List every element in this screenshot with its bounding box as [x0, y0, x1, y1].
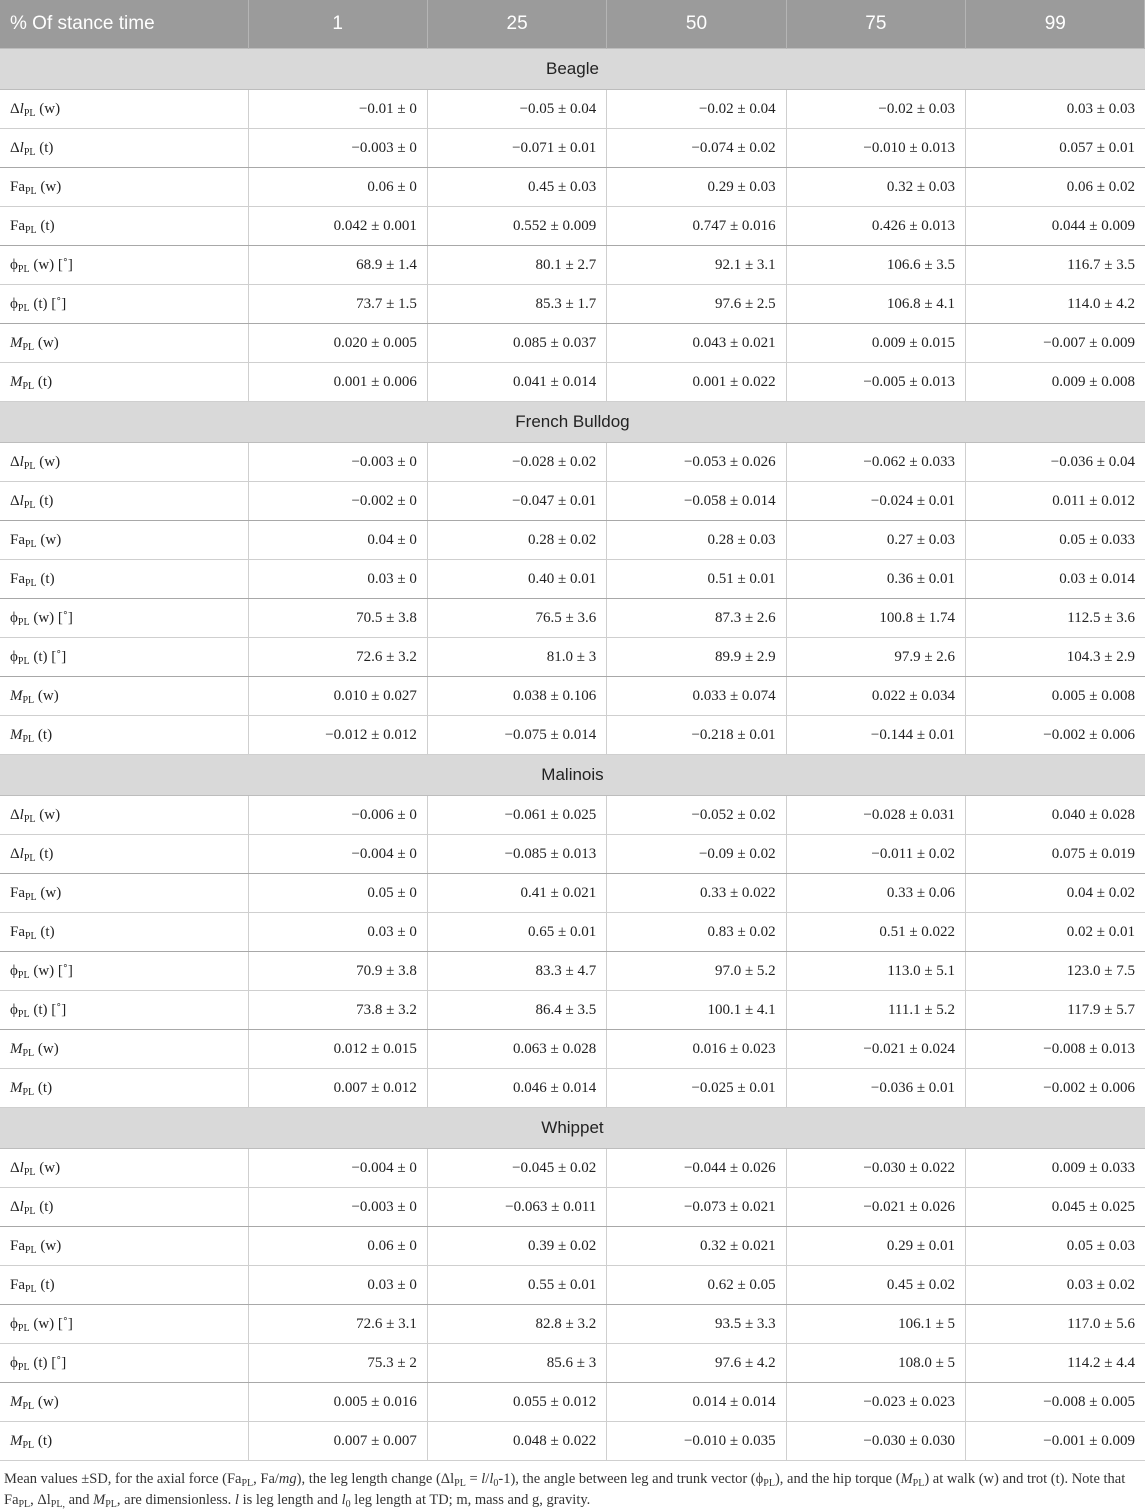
table-row — [0, 207, 1145, 246]
group-title: Beagle — [0, 49, 1145, 90]
table-cell: 0.007 ± 0.007 — [248, 1422, 427, 1461]
table-row — [0, 1188, 1145, 1227]
table-cell: 0.28 ± 0.02 — [427, 521, 606, 560]
table-cell: 123.0 ± 7.5 — [966, 952, 1145, 991]
table-cell: 75.3 ± 2 — [248, 1344, 427, 1383]
row-label: $Fa_{PL}$ (w) — [0, 874, 248, 913]
table-cell: 0.39 ± 0.02 — [427, 1227, 606, 1266]
table-cell: 111.1 ± 5.2 — [786, 991, 965, 1030]
table-cell: 97.6 ± 4.2 — [607, 1344, 786, 1383]
table-cell: 80.1 ± 2.7 — [427, 246, 606, 285]
table-cell: 0.426 ± 0.013 — [786, 207, 965, 246]
table-row — [0, 599, 1145, 638]
table-body — [0, 49, 1145, 1461]
table-cell: −0.05 ± 0.04 — [427, 90, 606, 129]
table-row — [0, 90, 1145, 129]
table-cell: 0.29 ± 0.03 — [607, 168, 786, 207]
table-cell: −0.036 ± 0.01 — [786, 1069, 965, 1108]
header-col-50: 50 — [607, 0, 786, 49]
table-cell: −0.058 ± 0.014 — [607, 482, 786, 521]
table-cell: 0.038 ± 0.106 — [427, 677, 606, 716]
row-label: $Fa_{PL}$ (t) — [0, 207, 248, 246]
table-row — [0, 1149, 1145, 1188]
table-row — [0, 835, 1145, 874]
table-cell: 0.03 ± 0.014 — [966, 560, 1145, 599]
table-cell: 0.075 ± 0.019 — [966, 835, 1145, 874]
row-label: $M_{PL}$ (t) — [0, 1422, 248, 1461]
table-row — [0, 363, 1145, 402]
table-cell: 114.0 ± 4.2 — [966, 285, 1145, 324]
table-cell: 0.009 ± 0.033 — [966, 1149, 1145, 1188]
row-label: $\Delta l_{PL}$ (t) — [0, 835, 248, 874]
row-label: $\phi_{PL}$ (t) [˚] — [0, 285, 248, 324]
table-cell: −0.012 ± 0.012 — [248, 716, 427, 755]
row-label: $\phi_{PL}$ (w) [˚] — [0, 1305, 248, 1344]
table-row — [0, 1227, 1145, 1266]
table-row — [0, 1422, 1145, 1461]
table-cell: 0.012 ± 0.015 — [248, 1030, 427, 1069]
table-cell: 76.5 ± 3.6 — [427, 599, 606, 638]
table-cell: −0.01 ± 0 — [248, 90, 427, 129]
row-label: $\phi_{PL}$ (w) [˚] — [0, 952, 248, 991]
table-cell: 0.057 ± 0.01 — [966, 129, 1145, 168]
table-cell: −0.073 ± 0.021 — [607, 1188, 786, 1227]
table-cell: −0.002 ± 0.006 — [966, 1069, 1145, 1108]
table-cell: 0.043 ± 0.021 — [607, 324, 786, 363]
table-cell: 97.9 ± 2.6 — [786, 638, 965, 677]
table-cell: 0.007 ± 0.012 — [248, 1069, 427, 1108]
row-label: $M_{PL}$ (w) — [0, 1383, 248, 1422]
table-cell: −0.021 ± 0.024 — [786, 1030, 965, 1069]
table-row — [0, 1069, 1145, 1108]
table-cell: 0.042 ± 0.001 — [248, 207, 427, 246]
row-label: $M_{PL}$ (t) — [0, 363, 248, 402]
table-cell: 0.001 ± 0.022 — [607, 363, 786, 402]
table-cell: 70.9 ± 3.8 — [248, 952, 427, 991]
table-cell: 0.05 ± 0.033 — [966, 521, 1145, 560]
table-cell: 0.041 ± 0.014 — [427, 363, 606, 402]
table-cell: 0.033 ± 0.074 — [607, 677, 786, 716]
row-label: $Fa_{PL}$ (w) — [0, 521, 248, 560]
table-cell: 0.41 ± 0.021 — [427, 874, 606, 913]
group-title: Whippet — [0, 1108, 1145, 1149]
table-cell: −0.144 ± 0.01 — [786, 716, 965, 755]
table-cell: 89.9 ± 2.9 — [607, 638, 786, 677]
group-row — [0, 755, 1145, 796]
table-cell: −0.008 ± 0.013 — [966, 1030, 1145, 1069]
table-cell: −0.028 ± 0.02 — [427, 443, 606, 482]
table-cell: −0.218 ± 0.01 — [607, 716, 786, 755]
table-cell: −0.011 ± 0.02 — [786, 835, 965, 874]
table-cell: 113.0 ± 5.1 — [786, 952, 965, 991]
row-label: $\Delta l_{PL}$ (w) — [0, 90, 248, 129]
row-label: $\phi_{PL}$ (w) [˚] — [0, 599, 248, 638]
table-row — [0, 324, 1145, 363]
group-row — [0, 1108, 1145, 1149]
table-cell: 0.65 ± 0.01 — [427, 913, 606, 952]
table-row — [0, 482, 1145, 521]
table-row — [0, 1344, 1145, 1383]
row-label: $Fa_{PL}$ (t) — [0, 560, 248, 599]
table-cell: −0.045 ± 0.02 — [427, 1149, 606, 1188]
table-cell: 93.5 ± 3.3 — [607, 1305, 786, 1344]
table-cell: 0.016 ± 0.023 — [607, 1030, 786, 1069]
row-label: $\phi_{PL}$ (t) [˚] — [0, 638, 248, 677]
table-cell: 0.40 ± 0.01 — [427, 560, 606, 599]
table-cell: 0.022 ± 0.034 — [786, 677, 965, 716]
table-cell: −0.063 ± 0.011 — [427, 1188, 606, 1227]
table-cell: 108.0 ± 5 — [786, 1344, 965, 1383]
table-cell: 85.6 ± 3 — [427, 1344, 606, 1383]
table-cell: 0.06 ± 0 — [248, 168, 427, 207]
table-cell: 0.055 ± 0.012 — [427, 1383, 606, 1422]
table-cell: −0.002 ± 0.006 — [966, 716, 1145, 755]
row-label: $M_{PL}$ (t) — [0, 716, 248, 755]
header-col-75: 75 — [786, 0, 965, 49]
table-cell: 0.044 ± 0.009 — [966, 207, 1145, 246]
table-cell: −0.002 ± 0 — [248, 482, 427, 521]
table-cell: 0.04 ± 0.02 — [966, 874, 1145, 913]
table-cell: 0.046 ± 0.014 — [427, 1069, 606, 1108]
table-cell: −0.071 ± 0.01 — [427, 129, 606, 168]
table-cell: 0.27 ± 0.03 — [786, 521, 965, 560]
table-cell: −0.021 ± 0.026 — [786, 1188, 965, 1227]
row-label: $Fa_{PL}$ (t) — [0, 1266, 248, 1305]
table-cell: 0.014 ± 0.014 — [607, 1383, 786, 1422]
row-label: $\Delta l_{PL}$ (w) — [0, 1149, 248, 1188]
table-cell: 0.05 ± 0 — [248, 874, 427, 913]
table-cell: 0.009 ± 0.015 — [786, 324, 965, 363]
table-cell: 106.1 ± 5 — [786, 1305, 965, 1344]
table-cell: 100.8 ± 1.74 — [786, 599, 965, 638]
table-cell: 0.03 ± 0 — [248, 913, 427, 952]
table-cell: 0.063 ± 0.028 — [427, 1030, 606, 1069]
table-cell: −0.02 ± 0.03 — [786, 90, 965, 129]
table-cell: 100.1 ± 4.1 — [607, 991, 786, 1030]
header-row — [0, 0, 1145, 49]
row-label: $\Delta l_{PL}$ (w) — [0, 796, 248, 835]
table-row — [0, 168, 1145, 207]
table-cell: −0.004 ± 0 — [248, 1149, 427, 1188]
table-cell: −0.023 ± 0.023 — [786, 1383, 965, 1422]
row-label: $\phi_{PL}$ (t) [˚] — [0, 1344, 248, 1383]
table-cell: 0.51 ± 0.022 — [786, 913, 965, 952]
table-cell: 92.1 ± 3.1 — [607, 246, 786, 285]
table-cell: 0.32 ± 0.03 — [786, 168, 965, 207]
table-cell: 0.005 ± 0.008 — [966, 677, 1145, 716]
table-cell: −0.075 ± 0.014 — [427, 716, 606, 755]
table-cell: 0.03 ± 0 — [248, 1266, 427, 1305]
table-row — [0, 991, 1145, 1030]
table-cell: 0.45 ± 0.03 — [427, 168, 606, 207]
table-row — [0, 129, 1145, 168]
row-label: $\phi_{PL}$ (t) [˚] — [0, 991, 248, 1030]
row-label: $Fa_{PL}$ (t) — [0, 913, 248, 952]
table-cell: −0.02 ± 0.04 — [607, 90, 786, 129]
table-cell: 0.03 ± 0 — [248, 560, 427, 599]
table-cell: 106.6 ± 3.5 — [786, 246, 965, 285]
table-cell: 0.33 ± 0.022 — [607, 874, 786, 913]
table-cell: 81.0 ± 3 — [427, 638, 606, 677]
header-col-1: 1 — [248, 0, 427, 49]
table-row — [0, 677, 1145, 716]
group-row — [0, 402, 1145, 443]
table-cell: −0.030 ± 0.022 — [786, 1149, 965, 1188]
table-row — [0, 913, 1145, 952]
table-cell: −0.052 ± 0.02 — [607, 796, 786, 835]
table-row — [0, 952, 1145, 991]
table-cell: −0.006 ± 0 — [248, 796, 427, 835]
group-row — [0, 49, 1145, 90]
table-row — [0, 246, 1145, 285]
table-cell: 0.33 ± 0.06 — [786, 874, 965, 913]
table-cell: 72.6 ± 3.2 — [248, 638, 427, 677]
table-row — [0, 560, 1145, 599]
table-cell: −0.062 ± 0.033 — [786, 443, 965, 482]
table-cell: −0.036 ± 0.04 — [966, 443, 1145, 482]
table-cell: 114.2 ± 4.4 — [966, 1344, 1145, 1383]
table-cell: −0.007 ± 0.009 — [966, 324, 1145, 363]
table-cell: −0.003 ± 0 — [248, 1188, 427, 1227]
table-cell: 86.4 ± 3.5 — [427, 991, 606, 1030]
table-cell: −0.005 ± 0.013 — [786, 363, 965, 402]
table-cell: −0.028 ± 0.031 — [786, 796, 965, 835]
table-row — [0, 1266, 1145, 1305]
table-cell: 0.048 ± 0.022 — [427, 1422, 606, 1461]
table-cell: −0.061 ± 0.025 — [427, 796, 606, 835]
table-cell: 0.04 ± 0 — [248, 521, 427, 560]
table-cell: 0.62 ± 0.05 — [607, 1266, 786, 1305]
table-cell: −0.008 ± 0.005 — [966, 1383, 1145, 1422]
table-cell: 0.005 ± 0.016 — [248, 1383, 427, 1422]
table-cell: 0.001 ± 0.006 — [248, 363, 427, 402]
table-cell: −0.053 ± 0.026 — [607, 443, 786, 482]
table-cell: −0.003 ± 0 — [248, 443, 427, 482]
table-cell: 68.9 ± 1.4 — [248, 246, 427, 285]
row-label: $M_{PL}$ (t) — [0, 1069, 248, 1108]
row-label: $\Delta l_{PL}$ (t) — [0, 1188, 248, 1227]
table-cell: 0.552 ± 0.009 — [427, 207, 606, 246]
table-cell: 0.010 ± 0.027 — [248, 677, 427, 716]
table-cell: −0.09 ± 0.02 — [607, 835, 786, 874]
table-cell: 0.32 ± 0.021 — [607, 1227, 786, 1266]
table-row — [0, 874, 1145, 913]
table-cell: 112.5 ± 3.6 — [966, 599, 1145, 638]
table-cell: 0.06 ± 0 — [248, 1227, 427, 1266]
table-cell: 0.02 ± 0.01 — [966, 913, 1145, 952]
table-cell: 73.7 ± 1.5 — [248, 285, 427, 324]
table-cell: 106.8 ± 4.1 — [786, 285, 965, 324]
header-label: % Of stance time — [0, 0, 248, 49]
table-row — [0, 796, 1145, 835]
table-cell: 0.03 ± 0.02 — [966, 1266, 1145, 1305]
table-cell: 0.009 ± 0.008 — [966, 363, 1145, 402]
table-cell: 73.8 ± 3.2 — [248, 991, 427, 1030]
table-cell: 0.83 ± 0.02 — [607, 913, 786, 952]
table-row — [0, 638, 1145, 677]
table-cell: 70.5 ± 3.8 — [248, 599, 427, 638]
table-cell: −0.030 ± 0.030 — [786, 1422, 965, 1461]
table-row — [0, 1305, 1145, 1344]
table-cell: 0.29 ± 0.01 — [786, 1227, 965, 1266]
table-row — [0, 443, 1145, 482]
table-cell: 87.3 ± 2.6 — [607, 599, 786, 638]
table-cell: 0.03 ± 0.03 — [966, 90, 1145, 129]
table-footnote: Mean values ±SD, for the axial force ($Fa_{PL}$, Fa/mg), the leg length change $(\Delta l_{PL} = l/l_0-1)$, the angle between leg and trunk vector $(\phi_{PL})$, and the hip torque $(M_{PL})$ at walk (w) and trot (t). Note that $Fa_{PL}$, $\Delta l_{PL,}$ and $M_{PL}$, are dimensionless. l is leg length and $l_0$ leg length at TD; m, mass and g, gravity. — [4, 1471, 1126, 1510]
table-cell: 0.28 ± 0.03 — [607, 521, 786, 560]
table-cell: 0.45 ± 0.02 — [786, 1266, 965, 1305]
table-cell: −0.001 ± 0.009 — [966, 1422, 1145, 1461]
table-cell: −0.004 ± 0 — [248, 835, 427, 874]
group-title: French Bulldog — [0, 402, 1145, 443]
table-cell: 0.06 ± 0.02 — [966, 168, 1145, 207]
table-row — [0, 1383, 1145, 1422]
table-cell: 0.55 ± 0.01 — [427, 1266, 606, 1305]
row-label: $M_{PL}$ (w) — [0, 1030, 248, 1069]
table-cell: 0.085 ± 0.037 — [427, 324, 606, 363]
table-cell: 85.3 ± 1.7 — [427, 285, 606, 324]
table-cell: 97.0 ± 5.2 — [607, 952, 786, 991]
table-cell: −0.024 ± 0.01 — [786, 482, 965, 521]
table-row — [0, 521, 1145, 560]
table-cell: 0.51 ± 0.01 — [607, 560, 786, 599]
table-cell: −0.074 ± 0.02 — [607, 129, 786, 168]
table-cell: 0.045 ± 0.025 — [966, 1188, 1145, 1227]
row-label: $M_{PL}$ (w) — [0, 324, 248, 363]
table-cell: 117.9 ± 5.7 — [966, 991, 1145, 1030]
table-row — [0, 716, 1145, 755]
table-cell: −0.010 ± 0.035 — [607, 1422, 786, 1461]
table-cell: 0.020 ± 0.005 — [248, 324, 427, 363]
table-cell: 104.3 ± 2.9 — [966, 638, 1145, 677]
table-cell: 0.747 ± 0.016 — [607, 207, 786, 246]
table-cell: −0.047 ± 0.01 — [427, 482, 606, 521]
table-row — [0, 1030, 1145, 1069]
table-cell: 117.0 ± 5.6 — [966, 1305, 1145, 1344]
table-cell: 97.6 ± 2.5 — [607, 285, 786, 324]
row-label: $Fa_{PL}$ (w) — [0, 168, 248, 207]
group-title: Malinois — [0, 755, 1145, 796]
table-cell: 83.3 ± 4.7 — [427, 952, 606, 991]
row-label: $\Delta l_{PL}$ (w) — [0, 443, 248, 482]
table-cell: −0.044 ± 0.026 — [607, 1149, 786, 1188]
table-cell: 0.011 ± 0.012 — [966, 482, 1145, 521]
row-label: $Fa_{PL}$ (w) — [0, 1227, 248, 1266]
table-cell: −0.003 ± 0 — [248, 129, 427, 168]
table-cell: 0.040 ± 0.028 — [966, 796, 1145, 835]
table-row — [0, 285, 1145, 324]
header-col-99: 99 — [966, 0, 1145, 49]
table-cell: 82.8 ± 3.2 — [427, 1305, 606, 1344]
row-label: $\phi_{PL}$ (w) [˚] — [0, 246, 248, 285]
row-label: $\Delta l_{PL}$ (t) — [0, 129, 248, 168]
table-cell: 116.7 ± 3.5 — [966, 246, 1145, 285]
table-cell: −0.025 ± 0.01 — [607, 1069, 786, 1108]
table-cell: 0.05 ± 0.03 — [966, 1227, 1145, 1266]
table-cell: −0.085 ± 0.013 — [427, 835, 606, 874]
table-cell: 0.36 ± 0.01 — [786, 560, 965, 599]
header-col-25: 25 — [427, 0, 606, 49]
row-label: $\Delta l_{PL}$ (t) — [0, 482, 248, 521]
table-cell: 72.6 ± 3.1 — [248, 1305, 427, 1344]
row-label: $M_{PL}$ (w) — [0, 677, 248, 716]
table-cell: −0.010 ± 0.013 — [786, 129, 965, 168]
